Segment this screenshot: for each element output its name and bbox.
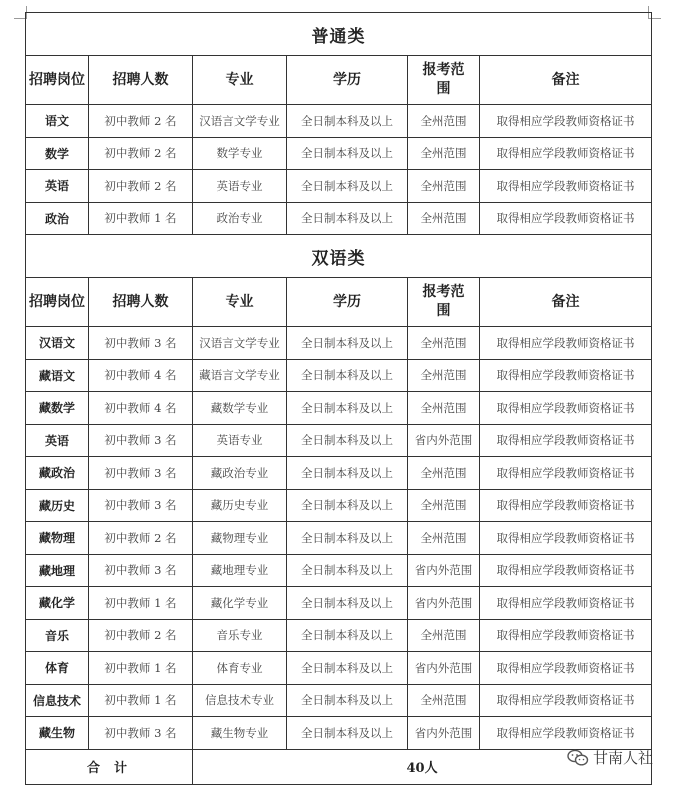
education-cell: 全日制本科及以上 <box>287 554 408 587</box>
education-cell: 全日制本科及以上 <box>287 684 408 717</box>
education-cell: 全日制本科及以上 <box>287 652 408 685</box>
scope-cell: 全州范围 <box>408 170 480 203</box>
wechat-icon <box>567 749 589 767</box>
count-cell: 初中教师 3 名 <box>89 554 193 587</box>
major-cell: 数学专业 <box>193 137 287 170</box>
major-cell: 藏地理专业 <box>193 554 287 587</box>
count-cell: 初中教师 2 名 <box>89 137 193 170</box>
position-cell: 政治 <box>26 202 89 235</box>
note-cell: 取得相应学段教师资格证书 <box>480 359 652 392</box>
note-cell: 取得相应学段教师资格证书 <box>480 684 652 717</box>
major-cell: 政治专业 <box>193 202 287 235</box>
position-cell: 英语 <box>26 170 89 203</box>
count-cell: 初中教师 2 名 <box>89 170 193 203</box>
position-cell: 藏历史 <box>26 489 89 522</box>
note-cell: 取得相应学段教师资格证书 <box>480 170 652 203</box>
education-cell: 全日制本科及以上 <box>287 522 408 555</box>
major-cell: 藏政治专业 <box>193 457 287 490</box>
scope-cell: 省内外范围 <box>408 424 480 457</box>
position-cell: 藏数学 <box>26 392 89 425</box>
position-cell: 藏化学 <box>26 587 89 620</box>
column-header: 备注 <box>480 278 652 327</box>
total-label: 合计 <box>26 749 193 784</box>
header-row <box>26 56 652 105</box>
watermark <box>567 747 653 768</box>
major-cell: 信息技术专业 <box>193 684 287 717</box>
scope-cell: 全州范围 <box>408 619 480 652</box>
watermark-text: 甘南人社 <box>592 749 653 767</box>
count-cell: 初中教师 3 名 <box>89 489 193 522</box>
education-cell: 全日制本科及以上 <box>287 587 408 620</box>
position-cell: 信息技术 <box>26 684 89 717</box>
position-cell: 音乐 <box>26 619 89 652</box>
section-title-row <box>26 235 652 278</box>
major-cell: 音乐专业 <box>193 619 287 652</box>
note-cell: 取得相应学段教师资格证书 <box>480 522 652 555</box>
major-cell: 藏语言文学专业 <box>193 359 287 392</box>
table-row <box>26 424 652 457</box>
note-cell: 取得相应学段教师资格证书 <box>480 587 652 620</box>
major-cell: 藏物理专业 <box>193 522 287 555</box>
recruitment-table <box>25 12 652 785</box>
count-cell: 初中教师 3 名 <box>89 457 193 490</box>
education-cell: 全日制本科及以上 <box>287 105 408 138</box>
column-header: 学历 <box>287 278 408 327</box>
table-row <box>26 619 652 652</box>
table-row <box>26 522 652 555</box>
count-cell: 初中教师 1 名 <box>89 684 193 717</box>
education-cell: 全日制本科及以上 <box>287 424 408 457</box>
column-header: 专业 <box>193 56 287 105</box>
scope-cell: 全州范围 <box>408 137 480 170</box>
table-row <box>26 202 652 235</box>
count-cell: 初中教师 2 名 <box>89 105 193 138</box>
education-cell: 全日制本科及以上 <box>287 489 408 522</box>
major-cell: 英语专业 <box>193 170 287 203</box>
total-row <box>26 749 652 784</box>
column-header: 招聘人数 <box>89 56 193 105</box>
scope-cell: 全州范围 <box>408 105 480 138</box>
table-row <box>26 457 652 490</box>
count-cell: 初中教师 3 名 <box>89 424 193 457</box>
table-row <box>26 489 652 522</box>
scope-cell: 全州范围 <box>408 457 480 490</box>
count-cell: 初中教师 1 名 <box>89 202 193 235</box>
education-cell: 全日制本科及以上 <box>287 170 408 203</box>
column-header: 专业 <box>193 278 287 327</box>
header-row <box>26 278 652 327</box>
position-cell: 藏地理 <box>26 554 89 587</box>
table-row <box>26 554 652 587</box>
column-header: 学历 <box>287 56 408 105</box>
major-cell: 藏数学专业 <box>193 392 287 425</box>
section-title-row <box>26 13 652 56</box>
scope-cell: 全州范围 <box>408 327 480 360</box>
table-row <box>26 105 652 138</box>
scope-cell: 全州范围 <box>408 522 480 555</box>
scope-cell: 省内外范围 <box>408 587 480 620</box>
education-cell: 全日制本科及以上 <box>287 327 408 360</box>
note-cell: 取得相应学段教师资格证书 <box>480 202 652 235</box>
education-cell: 全日制本科及以上 <box>287 717 408 750</box>
column-header: 招聘岗位 <box>26 278 89 327</box>
note-cell: 取得相应学段教师资格证书 <box>480 424 652 457</box>
table-row <box>26 587 652 620</box>
position-cell: 藏物理 <box>26 522 89 555</box>
scope-cell: 省内外范围 <box>408 652 480 685</box>
note-cell: 取得相应学段教师资格证书 <box>480 554 652 587</box>
column-header: 报考范围 <box>408 56 480 105</box>
scope-cell: 全州范围 <box>408 684 480 717</box>
position-cell: 英语 <box>26 424 89 457</box>
column-header: 备注 <box>480 56 652 105</box>
table-row <box>26 359 652 392</box>
scope-cell: 省内外范围 <box>408 554 480 587</box>
scope-cell: 全州范围 <box>408 359 480 392</box>
table-row <box>26 717 652 750</box>
table-row <box>26 392 652 425</box>
major-cell: 藏生物专业 <box>193 717 287 750</box>
note-cell: 取得相应学段教师资格证书 <box>480 457 652 490</box>
count-cell: 初中教师 1 名 <box>89 652 193 685</box>
note-cell: 取得相应学段教师资格证书 <box>480 105 652 138</box>
table-row <box>26 137 652 170</box>
table-row <box>26 652 652 685</box>
note-cell: 取得相应学段教师资格证书 <box>480 137 652 170</box>
column-header: 招聘岗位 <box>26 56 89 105</box>
count-cell: 初中教师 1 名 <box>89 587 193 620</box>
note-cell: 取得相应学段教师资格证书 <box>480 327 652 360</box>
count-cell: 初中教师 2 名 <box>89 522 193 555</box>
education-cell: 全日制本科及以上 <box>287 359 408 392</box>
section-title: 双语类 <box>26 235 652 278</box>
major-cell: 藏历史专业 <box>193 489 287 522</box>
note-cell: 取得相应学段教师资格证书 <box>480 717 652 750</box>
count-cell: 初中教师 2 名 <box>89 619 193 652</box>
scope-cell: 全州范围 <box>408 202 480 235</box>
note-cell: 取得相应学段教师资格证书 <box>480 652 652 685</box>
position-cell: 藏生物 <box>26 717 89 750</box>
count-cell: 初中教师 4 名 <box>89 359 193 392</box>
table-row <box>26 170 652 203</box>
major-cell: 汉语言文学专业 <box>193 105 287 138</box>
major-cell: 英语专业 <box>193 424 287 457</box>
education-cell: 全日制本科及以上 <box>287 619 408 652</box>
scope-cell: 全州范围 <box>408 392 480 425</box>
education-cell: 全日制本科及以上 <box>287 137 408 170</box>
count-cell: 初中教师 4 名 <box>89 392 193 425</box>
count-cell: 初中教师 3 名 <box>89 717 193 750</box>
count-cell: 初中教师 3 名 <box>89 327 193 360</box>
position-cell: 藏语文 <box>26 359 89 392</box>
major-cell: 体育专业 <box>193 652 287 685</box>
section-title: 普通类 <box>26 13 652 56</box>
note-cell: 取得相应学段教师资格证书 <box>480 392 652 425</box>
total-value: 40人 <box>193 749 652 784</box>
table-row <box>26 327 652 360</box>
major-cell: 藏化学专业 <box>193 587 287 620</box>
scope-cell: 全州范围 <box>408 489 480 522</box>
position-cell: 汉语文 <box>26 327 89 360</box>
table-row <box>26 684 652 717</box>
column-header: 报考范围 <box>408 278 480 327</box>
position-cell: 数学 <box>26 137 89 170</box>
position-cell: 体育 <box>26 652 89 685</box>
education-cell: 全日制本科及以上 <box>287 392 408 425</box>
education-cell: 全日制本科及以上 <box>287 202 408 235</box>
column-header: 招聘人数 <box>89 278 193 327</box>
position-cell: 语文 <box>26 105 89 138</box>
position-cell: 藏政治 <box>26 457 89 490</box>
note-cell: 取得相应学段教师资格证书 <box>480 619 652 652</box>
education-cell: 全日制本科及以上 <box>287 457 408 490</box>
major-cell: 汉语言文学专业 <box>193 327 287 360</box>
scope-cell: 省内外范围 <box>408 717 480 750</box>
note-cell: 取得相应学段教师资格证书 <box>480 489 652 522</box>
